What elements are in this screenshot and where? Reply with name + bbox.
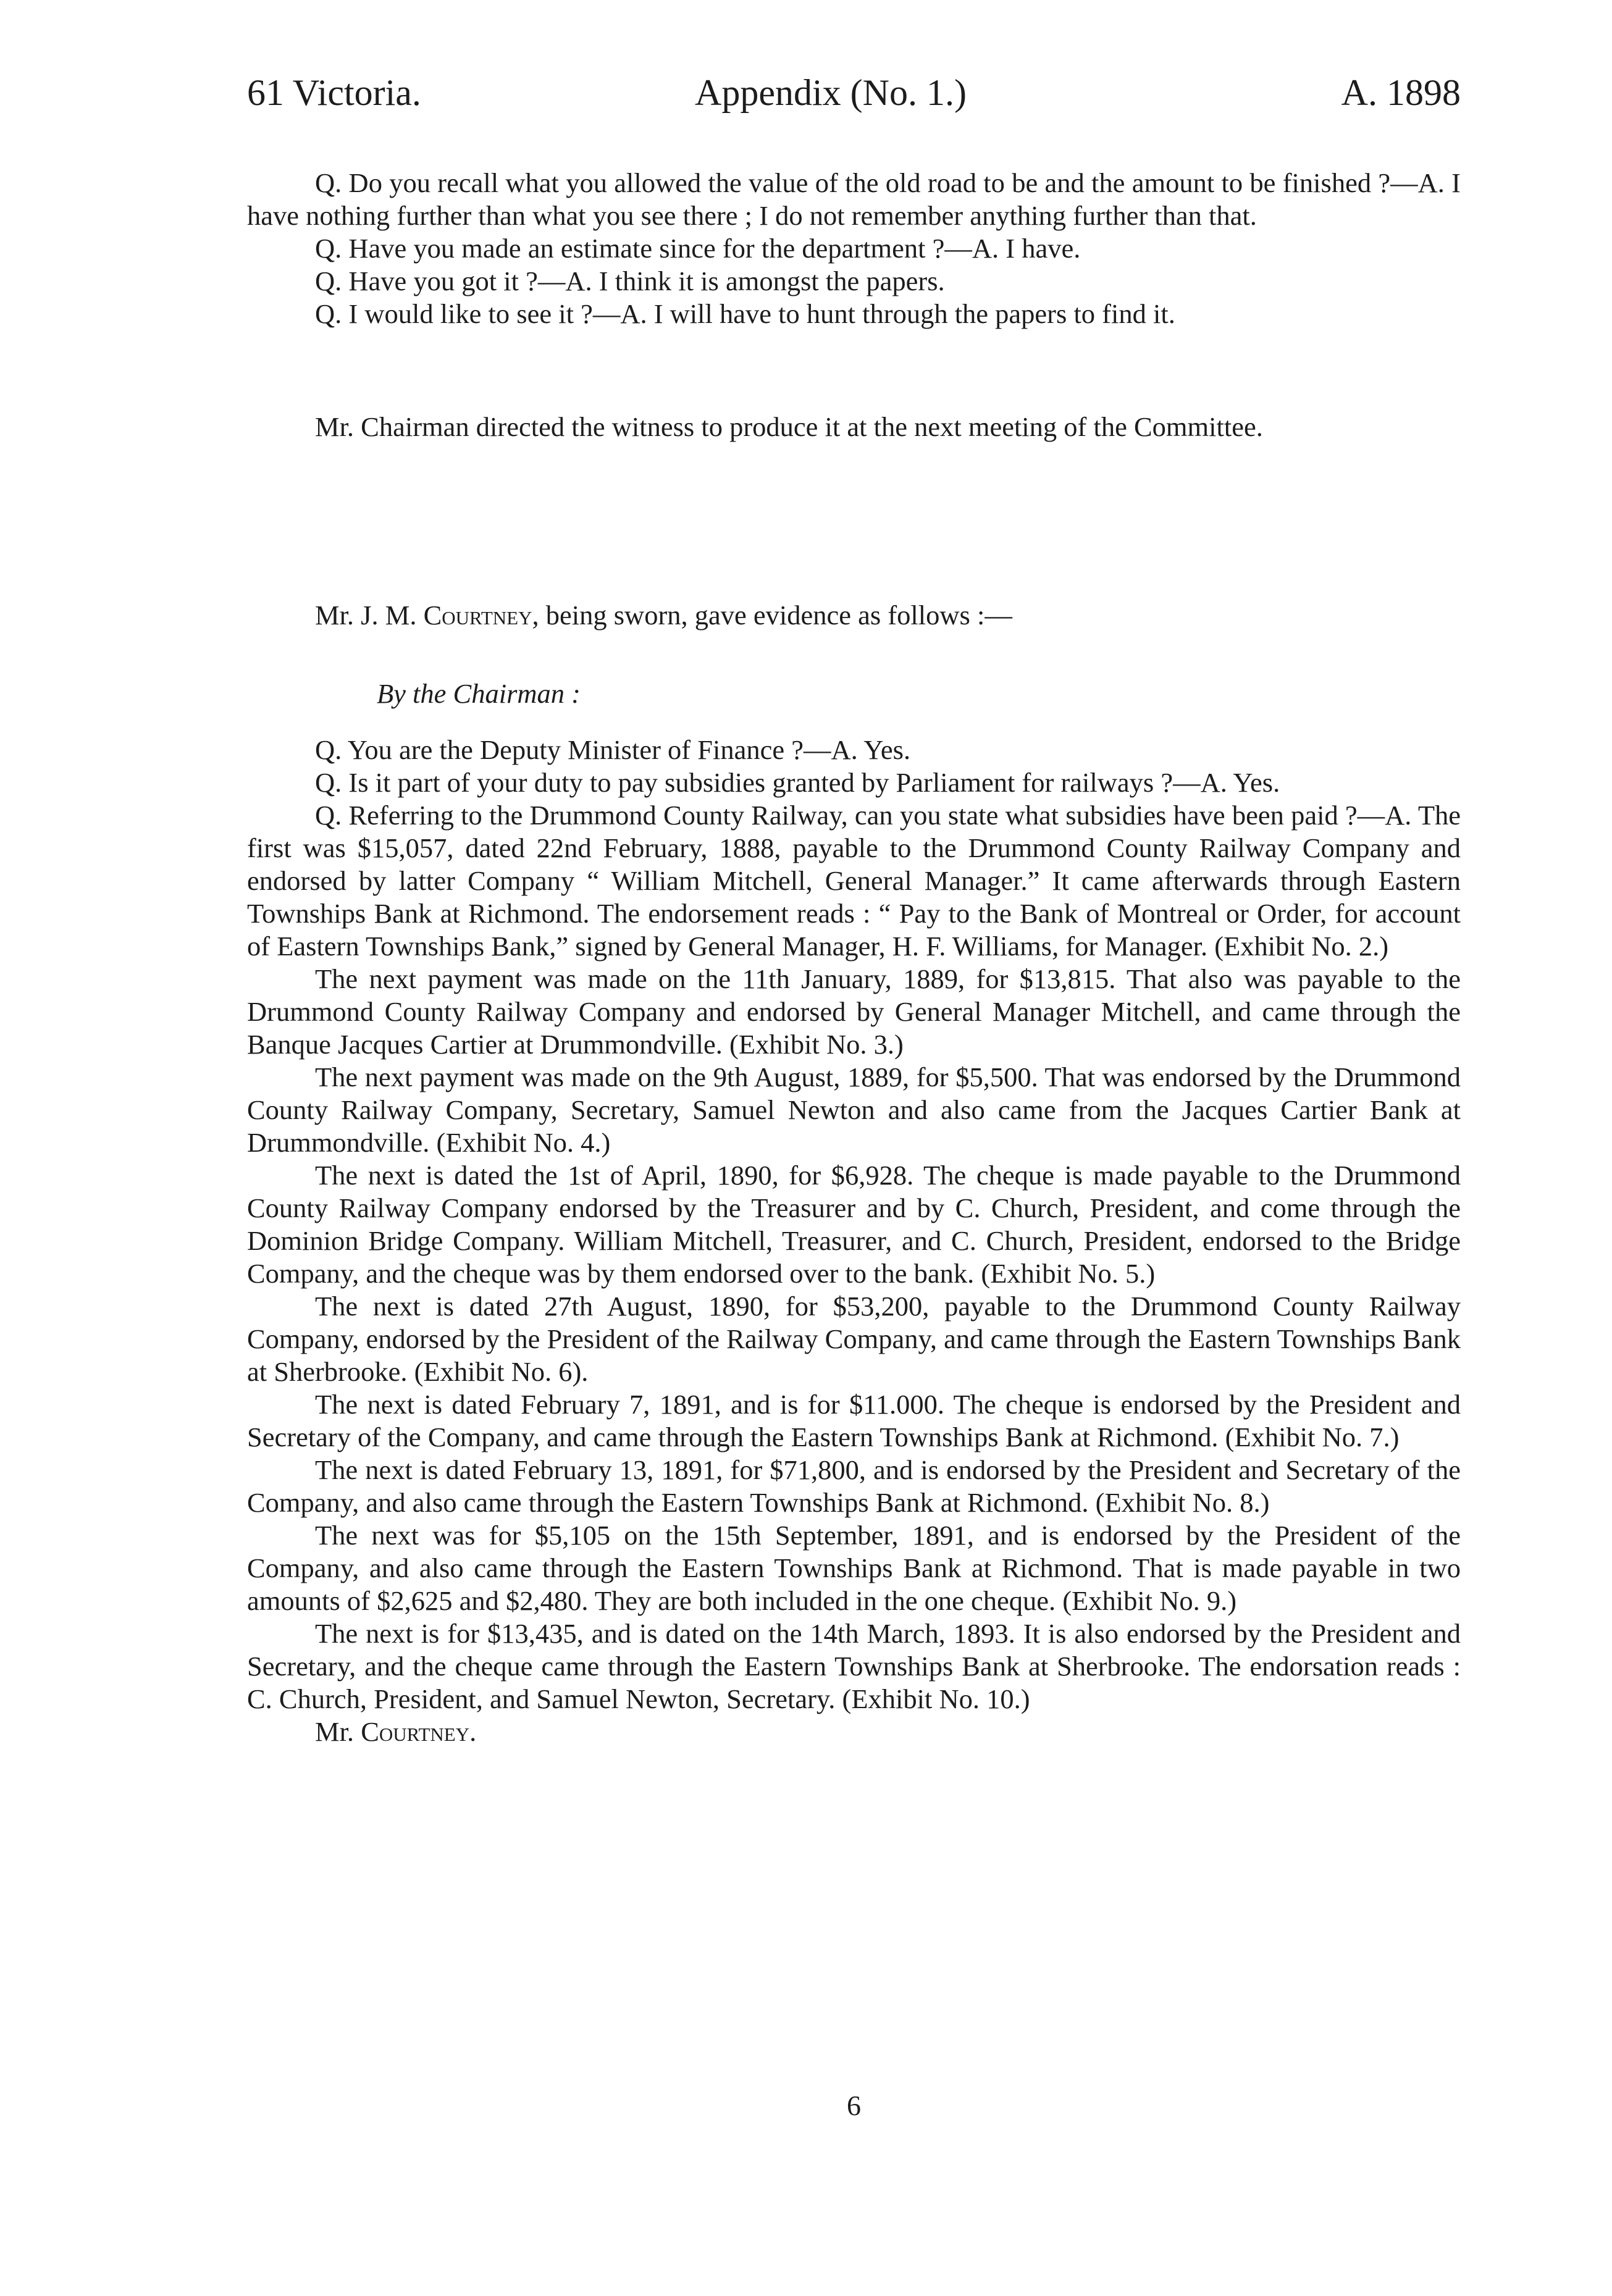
witness-line xyxy=(247,599,1461,632)
header-appendix: Appendix (No. 1.) xyxy=(695,72,967,113)
testimony-paragraph: The next was for $5,105 on the 15th September, 1891, and is endorsed by the President of the Company, and also came through the Eastern Townships Bank at Richmond. That is made payable in two amounts of $2,625 and $2,480. They are both included in the one cheque. (Exhibit No. 9.) xyxy=(247,1520,1461,1616)
testimony-paragraph: Q. You are the Deputy Minister of Finance ?—A. Yes. xyxy=(315,734,911,765)
question-paragraph: Q. Have you made an estimate since for the department ?—A. I have. xyxy=(315,233,1081,264)
witness-prefix: Mr. J. M. xyxy=(315,600,424,631)
testimony-paragraph: The next is dated February 7, 1891, and is for $11.000. The cheque is endorsed by the President and Secretary of the Company, and came through the Eastern Townships Bank at Richmond. (Exhibit No. 7.) xyxy=(247,1389,1461,1452)
witness-suffix: , being sworn, gave evidence as follows :— xyxy=(532,600,1012,631)
testimony-paragraph: The next is dated the 1st of April, 1890, for $6,928. The cheque is made payable to the Drummond County Railway Company endorsed by the Treasurer and by C. Church, President, and come through the Dominion Bridge Company. William Mitchell, Treasurer, and C. Church, President, endorsed to the Bridge Company, and the cheque was by them endorsed over to the bank. (Exhibit No. 5.) xyxy=(247,1160,1461,1289)
witness-intro xyxy=(247,599,1461,632)
header-year: A. 1898 xyxy=(1341,72,1461,113)
testimony-paragraph: The next is dated February 13, 1891, for $71,800, and is endorsed by the President and Secretary of the Company, and also came through the Eastern Townships Bank at Richmond. (Exhibit No. 8.) xyxy=(247,1454,1461,1518)
header-session: 61 Victoria. xyxy=(247,72,421,113)
catchword-prefix: Mr. xyxy=(315,1716,361,1747)
testimony xyxy=(247,734,1461,1748)
testimony-paragraph: The next payment was made on the 9th August, 1889, for $5,500. That was endorsed by the Drummond County Railway Company, Secretary, Samuel Newton and also came from the Jacques Cartier Bank at Drummondville. (Exhibit No. 4.) xyxy=(247,1062,1461,1158)
catchword-name: Courtney xyxy=(361,1716,470,1747)
examiner-label: By the Chairman : xyxy=(377,678,581,709)
testimony-paragraph: The next is dated 27th August, 1890, for $53,200, payable to the Drummond County Railway Company, endorsed by the President of the Railway Company, and came through the Eastern Townships Bank at Sherbrooke. (Exhibit No. 6). xyxy=(247,1291,1461,1387)
chairman-direction xyxy=(247,411,1461,443)
testimony-paragraph: Q. Is it part of your duty to pay subsidies granted by Parliament for railways ?—A. Yes. xyxy=(315,767,1280,798)
page-number: 6 xyxy=(847,2090,861,2121)
question-paragraph: Q. Have you got it ?—A. I think it is amongst the papers. xyxy=(315,266,945,296)
testimony-paragraph: The next is for $13,435, and is dated on the 14th March, 1893. It is also endorsed by the President and Secretary, and the cheque came through the Eastern Townships Bank at Sherbrooke. The endorsation reads : C. Church, President, and Samuel Newton, Secretary. (Exhibit No. 10.) xyxy=(247,1618,1461,1714)
testimony-paragraph: The next payment was made on the 11th January, 1889, for $13,815. That also was payable to the Drummond County Railway Company and endorsed by General Manager Mitchell, and came through the Banque Jacques Cartier at Drummondville. (Exhibit No. 3.) xyxy=(247,963,1461,1060)
running-head xyxy=(247,71,1461,114)
testimony-paragraph: Q. Referring to the Drummond County Railway, can you state what subsidies have been paid ?—A. The first was $15,057, dated 22nd February, 1888, payable to the Drummond County Railway Company and endorsed by latter Company “ William Mitchell, General Manager.” It came afterwards through Eastern Townships Bank at Richmond. The endorsement reads : “ Pay to the Bank of Montreal or Order, for account of Eastern Townships Bank,” signed by General Manager, H. F. Williams, for Manager. (Exhibit No. 2.) xyxy=(247,800,1461,962)
catchword xyxy=(247,1716,1461,1748)
witness-name: Courtney xyxy=(423,600,532,631)
top-section xyxy=(247,167,1461,330)
document-page xyxy=(247,0,1461,2296)
catchword-suffix: . xyxy=(469,1716,477,1747)
examiner-heading xyxy=(247,677,1461,710)
direction-text: Mr. Chairman directed the witness to produce it at the next meeting of the Committee. xyxy=(315,411,1263,442)
question-paragraph: Q. I would like to see it ?—A. I will have to hunt through the papers to find it. xyxy=(315,298,1175,329)
question-paragraph: Q. Do you recall what you allowed the value of the old road to be and the amount to be finished ?—A. I have nothing further than what you see there ; I do not remember anything further than that. xyxy=(247,167,1461,231)
